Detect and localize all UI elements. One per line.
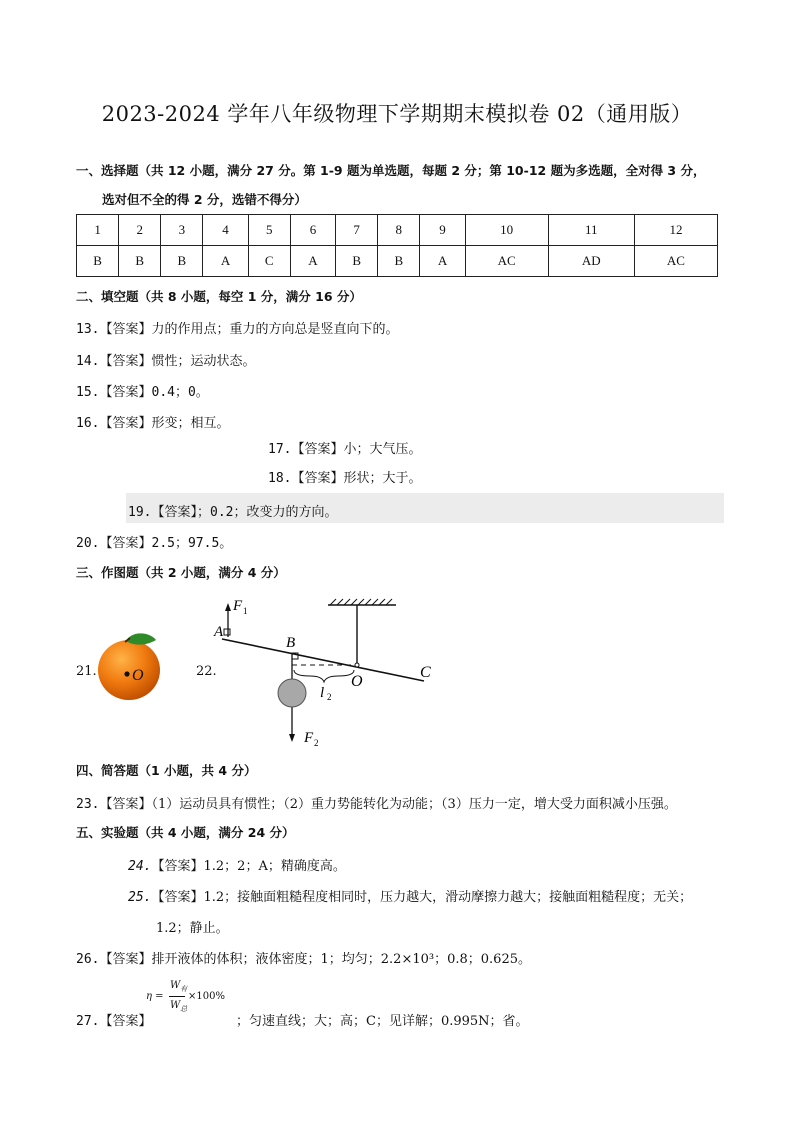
- lever-bar: [222, 639, 424, 681]
- answer-cell: AD: [548, 246, 634, 277]
- right-angle-mark-a: [224, 629, 230, 635]
- section-5-heading: 五、实验题（共 4 小题，满分 24 分）: [76, 825, 295, 840]
- answer-table: [76, 214, 718, 277]
- efficiency-formula: η = $W_有$ $W_总$ ×100%: [146, 980, 225, 1013]
- section-2-heading: 二、填空题（共 8 小题，每空 1 分，满分 16 分）: [76, 289, 362, 304]
- orange-body: [98, 640, 160, 700]
- section-1-heading: 一、选择题（共 12 小题，满分 27 分。第 1-9 题为单选题，每题 2 分；第 10-12 题为多选题，全对得 3 分，: [76, 163, 706, 178]
- f2-subscript: 2: [314, 738, 319, 748]
- question-number-cell: 12: [634, 215, 717, 246]
- answer-cell: C: [248, 246, 290, 277]
- section-3-heading: 三、作图题（共 2 小题，满分 4 分）: [76, 565, 286, 580]
- answer-table-number-row: [77, 215, 718, 246]
- l2-label: l: [320, 685, 325, 701]
- question-number-cell: 4: [203, 215, 248, 246]
- answer-cell: B: [77, 246, 119, 277]
- ceiling-hatch: [330, 599, 392, 605]
- answer-cell: B: [161, 246, 203, 277]
- question-number-cell: 11: [548, 215, 634, 246]
- point-o-label: O: [351, 673, 363, 690]
- answer-line-14: 14.【答案】惯性；运动状态。: [76, 354, 256, 369]
- answer-line-27: 27.【答案】: [76, 1014, 152, 1029]
- question-number-cell: 2: [119, 215, 161, 246]
- answer-line-18: 18.【答案】形状；大于。: [268, 471, 422, 486]
- fraction-bar: [169, 996, 185, 997]
- answer-line-24: 24.【答案】1.2；2；A；精确度高。: [128, 859, 346, 874]
- answer-cell: A: [420, 246, 465, 277]
- answer-line-16: 16.【答案】形变；相互。: [76, 416, 230, 431]
- pivot-point: [355, 663, 359, 667]
- question-number-cell: 10: [465, 215, 548, 246]
- question-number-cell: 5: [248, 215, 290, 246]
- answer-cell: B: [119, 246, 161, 277]
- l2-subscript: 2: [327, 692, 332, 702]
- question-21-number: 21.: [76, 664, 97, 679]
- answer-table-answer-row: [77, 246, 718, 277]
- f1-arrow-head: [225, 603, 231, 611]
- f1-label: F: [233, 598, 243, 614]
- answer-line-13: 13.【答案】力的作用点；重力的方向总是竖直向下的。: [76, 322, 399, 337]
- question-number-cell: 1: [77, 215, 119, 246]
- page-title: 2023-2024 学年八年级物理下学期期末模拟卷 02（通用版）: [101, 102, 693, 126]
- point-a-label: A: [214, 624, 224, 640]
- answer-line-23: 23.【答案】（1）运动员具有惯性；（2）重力势能转化为动能；（3）压力一定，增大受力面积减小压强。: [76, 797, 677, 812]
- answer-cell: AC: [634, 246, 717, 277]
- question-number-cell: 9: [420, 215, 465, 246]
- l2-brace: [294, 670, 354, 682]
- f2-arrow-head: [289, 734, 295, 742]
- lever-diagram: [210, 590, 450, 750]
- answer-line-20: 20.【答案】2.5；97.5。: [76, 536, 233, 551]
- point-b-label: B: [286, 635, 296, 651]
- f2-label: F: [304, 730, 314, 746]
- answer-line-27-text: ；匀速直线；大；高；C；见详解；0.995N；省。: [236, 1014, 529, 1029]
- section-1-heading-cont: 选对但不全的得 2 分，选错不得分）: [102, 192, 307, 207]
- question-number-cell: 6: [290, 215, 335, 246]
- point-c-label: C: [420, 664, 431, 681]
- answer-line-25: 25.【答案】1.2；接触面粗糙程度相同时，压力越大，滑动摩擦力越大；接触面粗糙程度；无关；: [128, 890, 693, 905]
- formula-numerator: $W_有$: [170, 980, 188, 993]
- answer-cell: B: [336, 246, 378, 277]
- answer-cell: A: [290, 246, 335, 277]
- answer-cell: A: [203, 246, 248, 277]
- question-number-cell: 3: [161, 215, 203, 246]
- section-4-heading: 四、简答题（1 小题，共 4 分）: [76, 763, 257, 778]
- formula-denominator: $W_总$: [170, 1000, 188, 1013]
- point-o-label: O: [132, 667, 144, 684]
- orange-leaf: [126, 633, 156, 644]
- question-number-cell: 7: [336, 215, 378, 246]
- answer-line-15: 15.【答案】0.4；0。: [76, 385, 209, 400]
- answer-line-19: 19.【答案】；0.2；改变力的方向。: [128, 505, 338, 520]
- center-of-gravity-dot: [124, 671, 129, 676]
- answer-line-25-cont: 1.2；静止。: [156, 921, 229, 936]
- question-number-cell: 8: [378, 215, 420, 246]
- question-22-number: 22.: [196, 664, 217, 679]
- answer-line-17: 17.【答案】小；大气压。: [268, 442, 422, 457]
- hanging-weight: [278, 679, 306, 707]
- orange-illustration: [96, 632, 162, 702]
- answer-line-26: 26.【答案】排开液体的体积；液体密度；1；均匀；2.2×10³；0.8；0.625。: [76, 952, 531, 967]
- answer-cell: AC: [465, 246, 548, 277]
- answer-cell: B: [378, 246, 420, 277]
- f1-subscript: 1: [243, 606, 248, 616]
